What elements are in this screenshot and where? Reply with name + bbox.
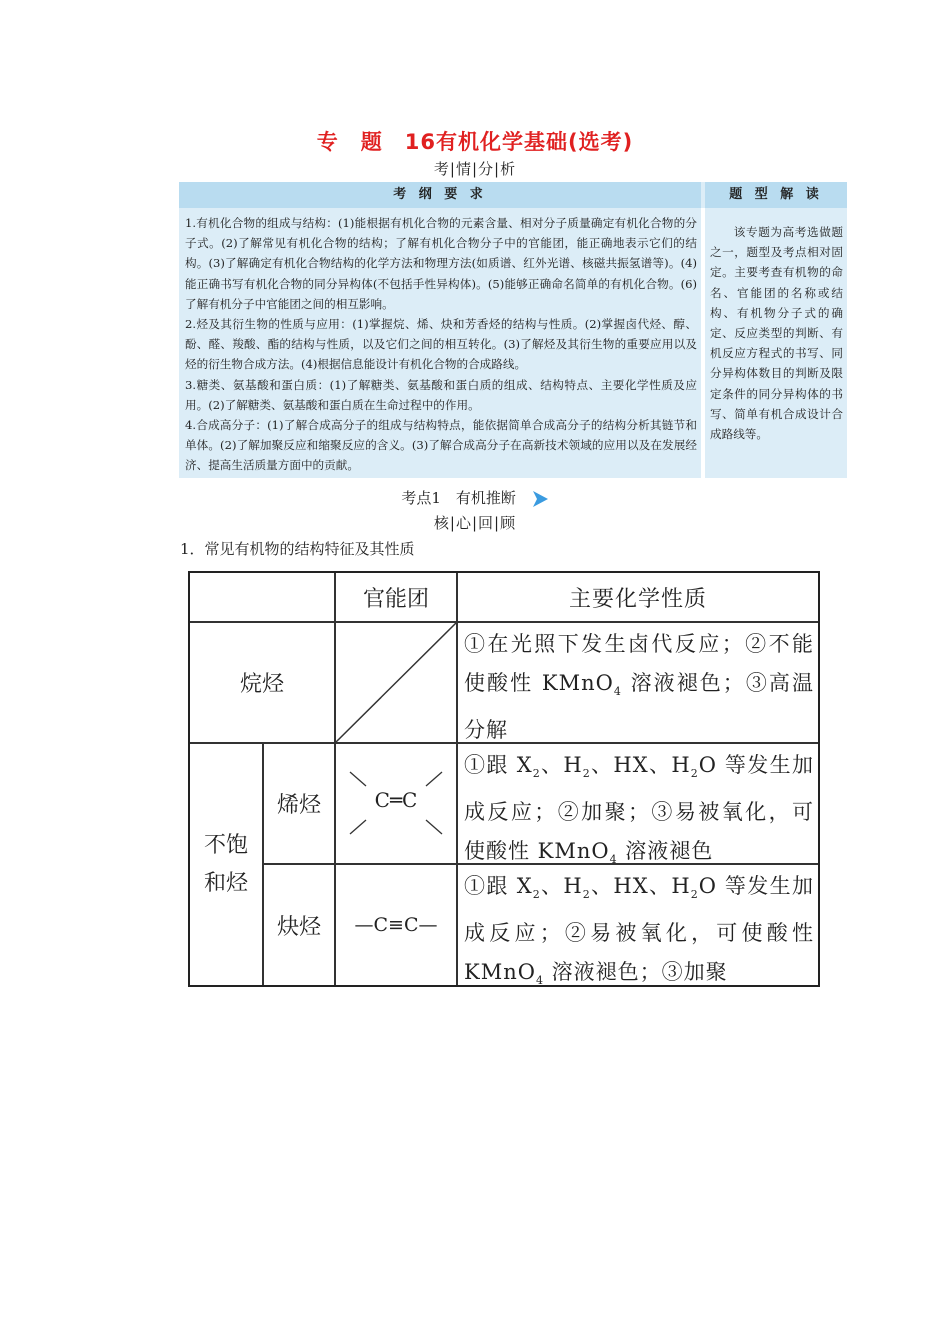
section-title: 1．常见有机物的结构特征及其性质: [180, 540, 415, 558]
arrow-right-icon: [531, 490, 549, 508]
alkene-name: 烯烃: [276, 793, 321, 818]
section-subtitle: 考|情|分|析: [433, 160, 517, 178]
unsaturated-label: 不饱 和烃: [203, 832, 248, 896]
requirements-header: 考 纲 要 求: [179, 182, 701, 208]
point-heading: [0, 487, 950, 508]
header-properties: 主要化学性质: [568, 586, 707, 612]
review-heading: 核|心|回|顾: [433, 514, 517, 532]
type-analysis-header: 题 型 解 读: [705, 182, 847, 208]
column-divider: [701, 208, 705, 478]
alkane-name: 烷烃: [239, 672, 284, 697]
alkyne-name: 炔烃: [276, 914, 321, 940]
properties-table: [188, 571, 820, 987]
diagonal-slash: [336, 623, 456, 742]
header-functional-group: 官能团: [362, 586, 429, 612]
alkene-group: [336, 744, 456, 863]
exam-analysis-box: [179, 182, 847, 478]
alkane-properties: ①在光照下发生卤代反应；②不能使酸性 KMnO$_4$ 溶液褪色；③高温分解: [464, 632, 814, 743]
type-analysis-text: [710, 222, 843, 444]
table-line: [456, 573, 458, 985]
alkyne-group: —C≡C—: [354, 914, 438, 936]
alkene-formula: C═C: [374, 788, 418, 812]
requirement-item: 3.糖类、氨基酸和蛋白质：(1)了解糖类、氨基酸和蛋白质的组成、结构特点、主要化学性质及应用。(2)了解糖类、氨基酸和蛋白质在生命过程中的作用。: [185, 377, 697, 412]
requirement-item: 2.烃及其衍生物的性质与应用：(1)掌握烷、烯、炔和芳香烃的结构与性质。(2)掌握卤代烃、醇、酚、醛、羧酸、酯的结构与性质，以及它们之间的相互转化。(3)了解烃及其衍生物的重要应用以及烃的衍生物合成方法。(4)根据信息能设计有机化合物的合成路线。: [185, 317, 697, 372]
point-label: 考点1 有机推断: [401, 489, 516, 507]
type-analysis-body: 该专题为高考选做题之一，题型及考点相对固定。主要考查有机物的命名、官能团的名称或结构、有机物分子式的确定、反应类型的判断、有机反应方程式的书写、同分异构体数目的判断及限定条件的同分异构体的书写、简单有机合成设计合成路线等。: [710, 225, 843, 442]
alkyne-properties: ①跟 $X_2$、$H_2$、HX、$H_2O$ 等发生加成反应；②易被氧化，可使酸性 KMnO$_4$ 溶液褪色；③加聚: [464, 874, 814, 988]
requirement-item: 1.有机化合物的组成与结构：(1)能根据有机化合物的元素含量、相对分子质量确定有机化合物的分子式。(2)了解常见有机化合物的结构；了解有机化合物分子中的官能团，能正确地表示它们的结构。(3)了解确定有机化合物结构的化学方法和物理方法(如质谱、红外光谱、核磁共振氢谱等)。(4)能正确书写有机化合物的同分异构体(不包括手性异构体)。(5)能够正确命名简单的有机化合物。(6)了解有机分子中官能团之间的相互影响。: [185, 216, 697, 311]
alkene-properties: ①跟 $X_2$、$H_2$、HX、$H_2O$ 等发生加成反应；②加聚；③易被氧化，可使酸性 KMnO$_4$ 溶液褪色: [464, 753, 814, 867]
page-title: 专 题 16有机化学基础(选考): [316, 130, 634, 154]
requirements-list: [185, 213, 697, 476]
requirement-item: 4.合成高分子：(1)了解合成高分子的组成与结构特点，能依据简单合成高分子的结构分析其链节和单体。(2)了解加聚反应和缩聚反应的含义。(3)了解合成高分子在高新技术领域的应用以及在发展经济、提高生活质量方面中的贡献。: [185, 418, 697, 473]
